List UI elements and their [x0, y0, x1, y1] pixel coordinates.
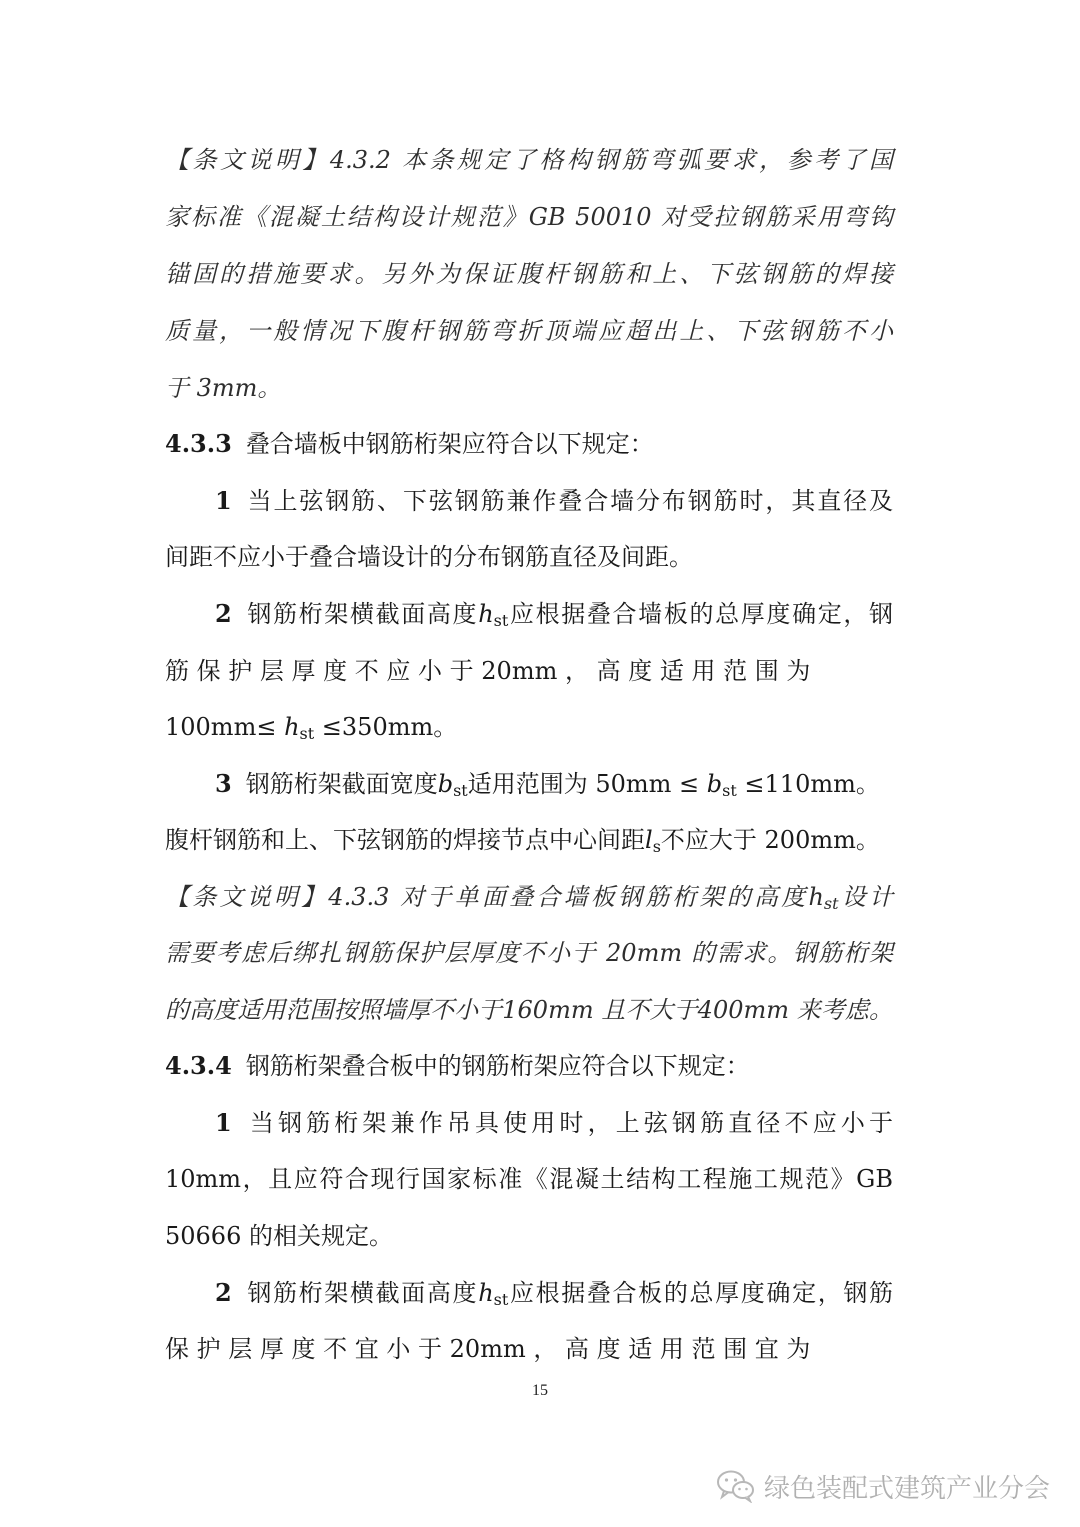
- clause-number: 4.3.4: [165, 1051, 232, 1080]
- item-text: ≤110mm。: [736, 770, 880, 798]
- item-text: 当钢筋桁架兼作吊具使用时，上弦钢筋直径不应小于: [245, 1109, 893, 1137]
- item-text: ≤350mm。: [314, 713, 458, 741]
- symbol: h: [478, 1279, 494, 1307]
- clause-4-3-4-heading: [165, 1051, 893, 1081]
- clause-4-3-4-item-2-line-1: [215, 1278, 893, 1315]
- clause-number: 4.3.3: [165, 429, 232, 458]
- clause-4-3-4-item-1-line-1: [215, 1108, 893, 1138]
- note-text: 设计: [838, 883, 893, 911]
- subscript: s: [652, 837, 661, 856]
- item-text: 钢筋桁架横截面高度: [245, 1279, 479, 1307]
- clause-4-3-4-item-2-line-2: 保 护 层 厚 度 不 宜 小 于 20mm ， 高 度 适 用 范 围 宜 为: [165, 1335, 811, 1363]
- clause-title: 叠合墙板中钢筋桁架应符合以下规定：: [245, 430, 654, 458]
- symbol: h: [284, 713, 300, 741]
- subscript: st: [299, 724, 315, 743]
- symbol: b: [437, 770, 454, 798]
- clause-4-3-4-item-1-line-2: 10mm，且应符合现行国家标准《混凝土结构工程施工规范》GB: [165, 1165, 893, 1193]
- clause-4-3-3-item-2-line-3: [165, 712, 893, 749]
- watermark-text: 绿色装配式建筑产业分会: [763, 1473, 1050, 1504]
- subscript: st: [453, 781, 468, 800]
- subscript: st: [722, 781, 737, 800]
- note-4-3-3-line-3: 的高度适用范围按照墙厚不小于160mm 且不大于400mm 来考虑。: [165, 996, 893, 1024]
- note-4-3-2-line-4: 质量，一般情况下腹杆钢筋弯折顶端应超出上、下弦钢筋不小: [165, 317, 893, 345]
- page-number: 15: [532, 1382, 548, 1399]
- item-text: 当上弦钢筋、下弦钢筋兼作叠合墙分布钢筋时，其直径及: [245, 487, 893, 515]
- subscript: st: [493, 611, 509, 630]
- subscript: st: [493, 1290, 509, 1309]
- item-text: 不应大于 200mm。: [660, 826, 880, 854]
- symbol: h: [808, 883, 824, 911]
- symbol: h: [478, 600, 494, 628]
- subscript: st: [823, 894, 839, 913]
- note-4-3-2-line-2: 家标准《混凝土结构设计规范》GB 50010 对受拉钢筋采用弯钩: [165, 203, 893, 231]
- item-number: 2: [215, 599, 232, 628]
- note-4-3-2-line-1: 【条文说明】4.3.2 本条规定了格构钢筋弯弧要求，参考了国: [165, 146, 893, 174]
- item-text: 适用范围为 50mm ≤: [467, 770, 707, 798]
- item-text: 钢筋桁架截面宽度: [245, 770, 438, 798]
- note-4-3-3-line-1: [165, 882, 893, 919]
- watermark: [716, 1468, 1050, 1504]
- clause-4-3-3-heading: [165, 429, 893, 459]
- clause-4-3-3-item-2-line-2: 筋 保 护 层 厚 度 不 应 小 于 20mm ， 高 度 适 用 范 围 为: [165, 657, 811, 685]
- item-text: 钢筋桁架横截面高度: [245, 600, 479, 628]
- item-text: 应根据叠合板的总厚度确定，钢筋: [508, 1279, 894, 1307]
- clause-4-3-3-item-2-line-1: [215, 599, 893, 636]
- item-text: 腹杆钢筋和上、下弦钢筋的焊接节点中心间距: [165, 826, 645, 854]
- item-number: 3: [215, 769, 232, 798]
- item-number: 1: [215, 1108, 232, 1137]
- note-4-3-2-line-3: 锚固的措施要求。另外为保证腹杆钢筋和上、下弦钢筋的焊接: [165, 260, 893, 288]
- note-text: 【条文说明】4.3.3 对于单面叠合墙板钢筋桁架的高度: [165, 883, 809, 911]
- item-number: 1: [215, 486, 232, 515]
- clause-4-3-3-item-3-line-2: [165, 825, 893, 862]
- symbol: b: [706, 770, 723, 798]
- clause-4-3-3-item-1-line-1: [215, 486, 893, 516]
- item-number: 2: [215, 1278, 232, 1307]
- clause-4-3-4-item-1-line-3: 50666 的相关规定。: [165, 1222, 393, 1250]
- clause-title: 钢筋桁架叠合板中的钢筋桁架应符合以下规定：: [245, 1052, 750, 1080]
- note-4-3-3-line-2: 需要考虑后绑扎钢筋保护层厚度不小于 20mm 的需求。钢筋桁架: [165, 939, 893, 967]
- note-4-3-2-line-5: 于 3mm。: [165, 374, 282, 402]
- wechat-icon: [716, 1469, 756, 1503]
- clause-4-3-3-item-3-line-1: [215, 769, 893, 806]
- clause-4-3-3-item-1-line-2: 间距不应小于叠合墙设计的分布钢筋直径及间距。: [165, 543, 693, 571]
- symbol: l: [645, 826, 653, 854]
- item-text: 100mm≤: [165, 713, 285, 741]
- item-text: 应根据叠合墙板的总厚度确定，钢: [508, 600, 894, 628]
